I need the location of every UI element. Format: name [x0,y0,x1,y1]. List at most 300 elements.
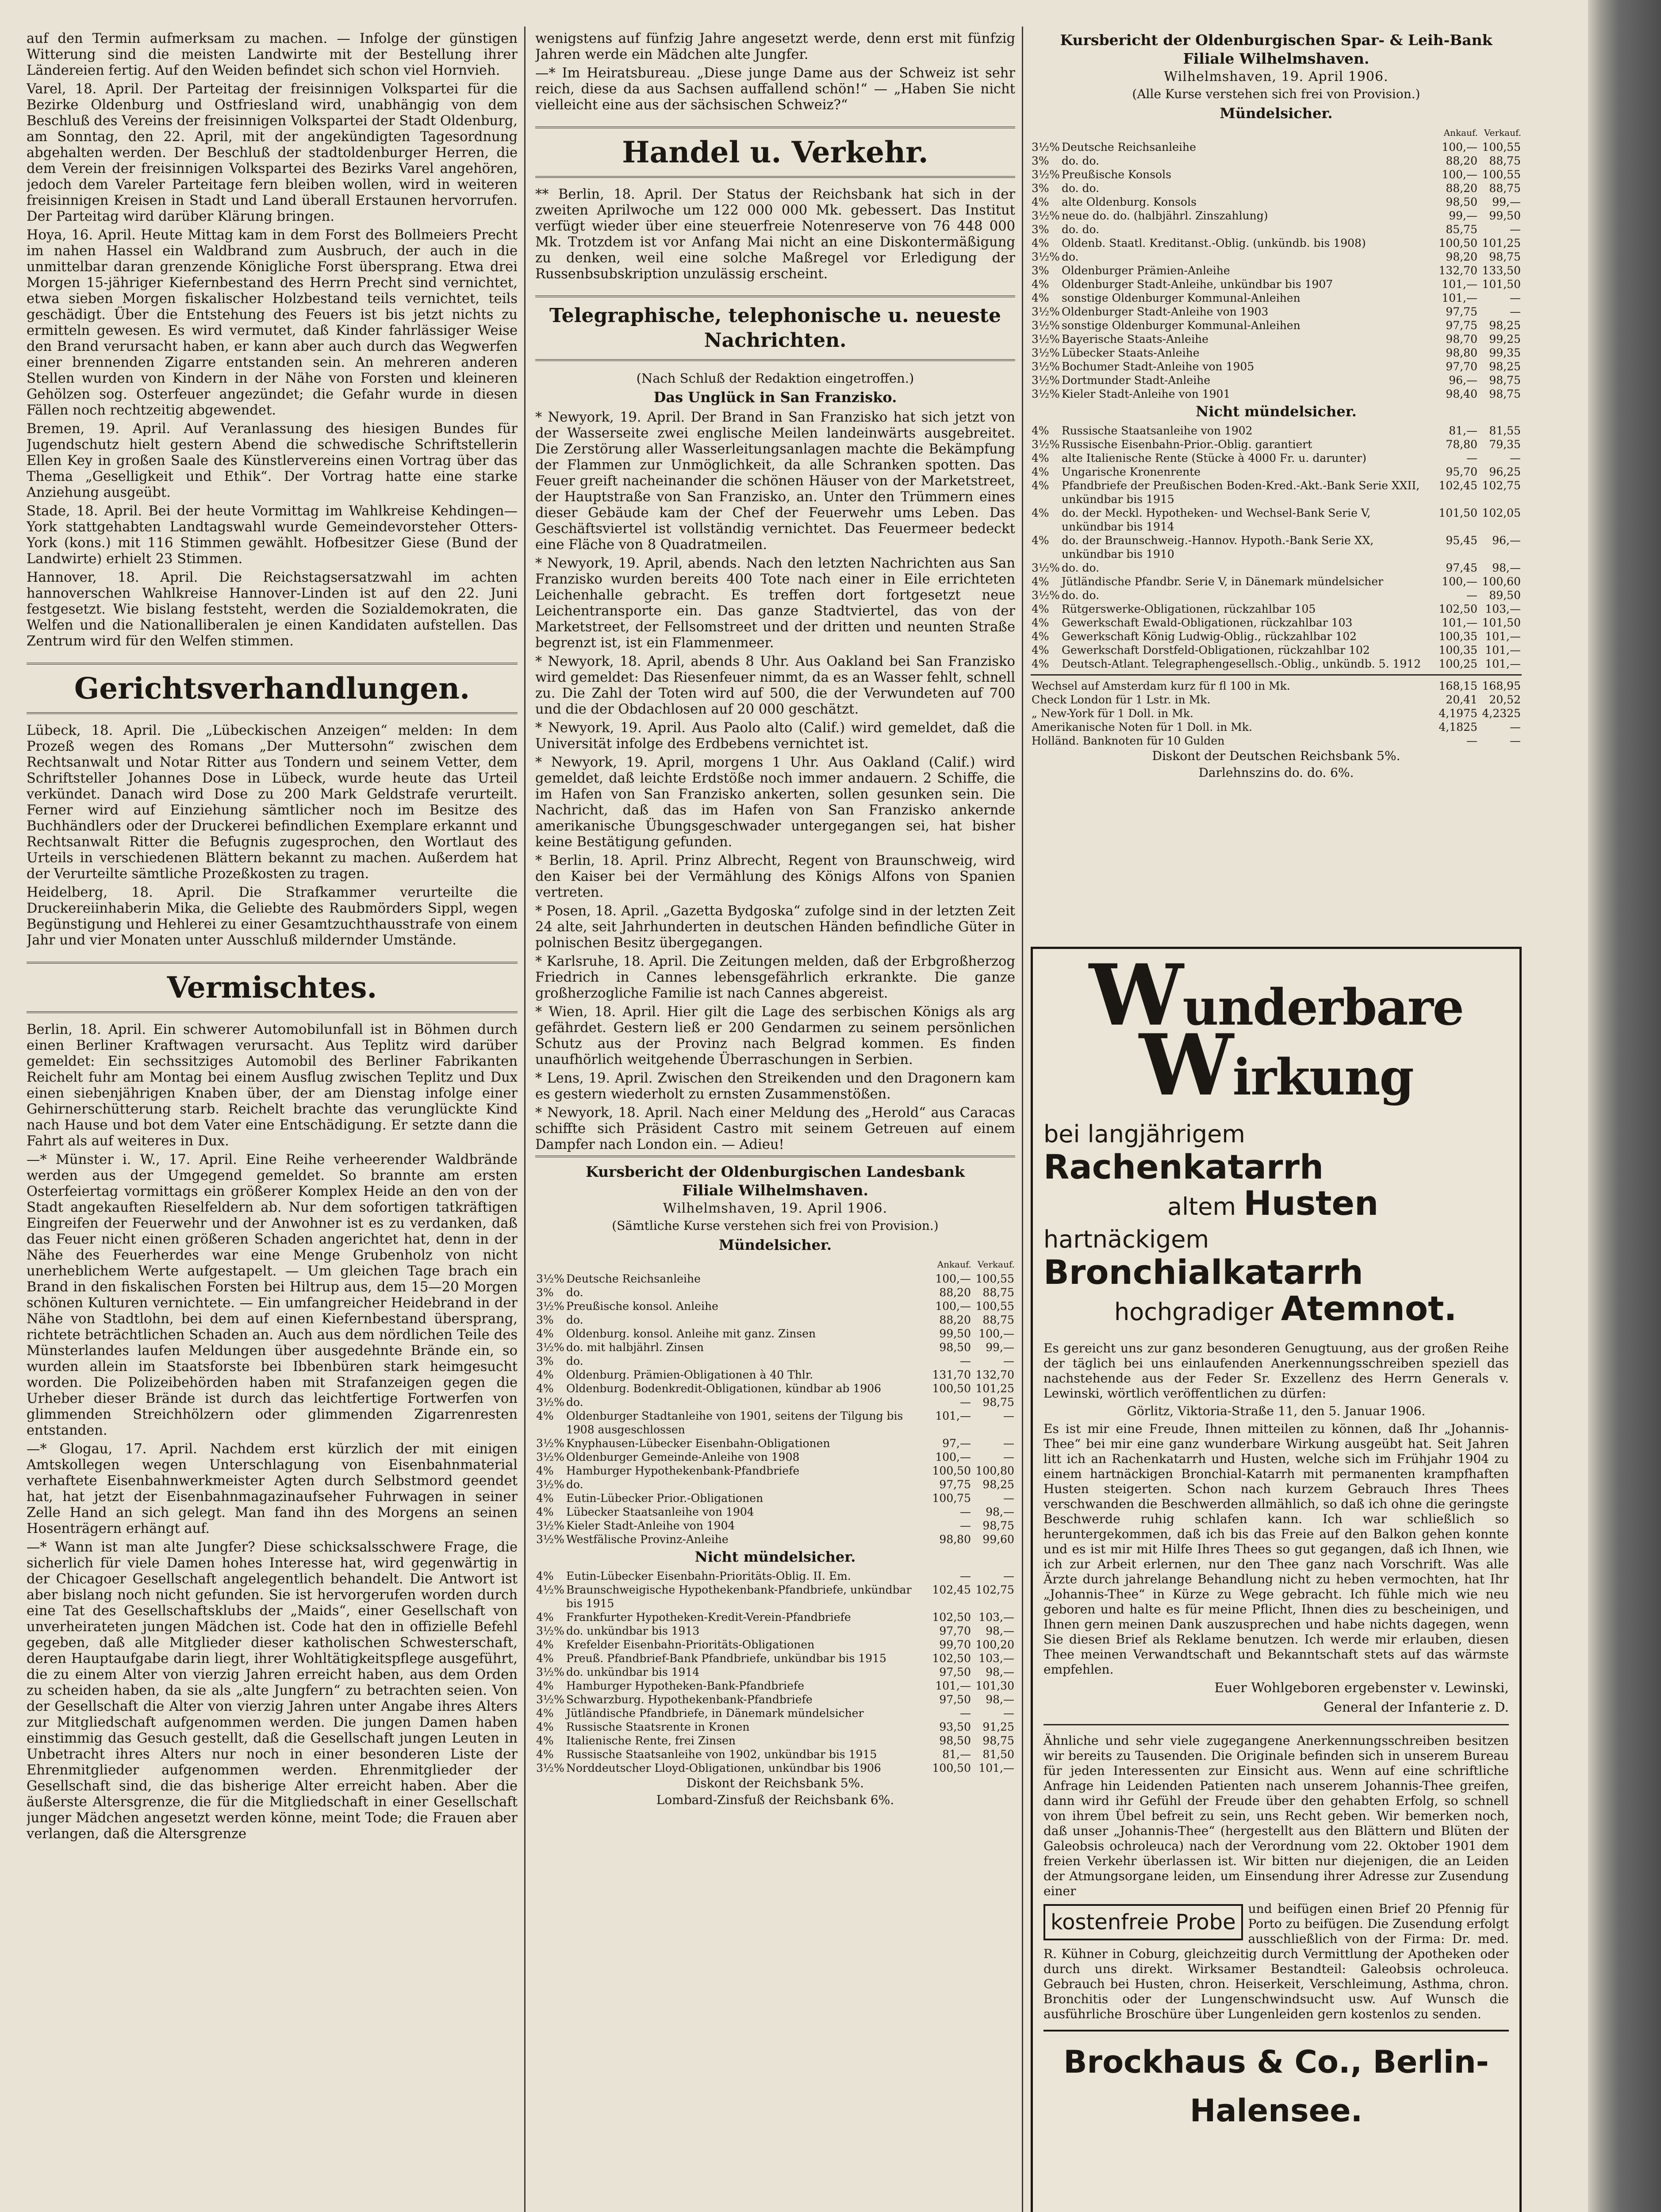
ad-symptom-prefix: bei langjährigem [1043,1120,1245,1148]
rate-sell: 98,25 [1489,360,1521,373]
rate-sell: 100,55 [975,1272,1014,1285]
rate-security: alte Oldenburg. Konsols [1062,196,1197,208]
rate-buy: 98,80 [1446,346,1477,359]
rate-security: Knyphausen-Lübecker Eisenbahn-Obligationen [566,1437,830,1450]
rate-row [1031,657,1522,671]
article-paragraph: * Karlsruhe, 18. April. Die Zeitungen melden, daß der Erbgroßherzog Friedrich in Cannes lebensgefährlich erkrankte. Die ganze großherzogliche Familie ist nach Cannes abgereist. [535,954,1015,1001]
rate-buy: 100,35 [1439,630,1477,643]
article-paragraph: * Newyork, 19. April. Aus Paolo alto (Calif.) wird gemeldet, daß die Universität infolge des Erdbebens vernichtet ist. [535,720,1015,752]
rate-percent: 4% [1032,452,1049,465]
rate-security: do. [1062,250,1079,263]
rate-percent: 4% [536,1707,554,1720]
rate-security: Krefelder Eisenbahn-Prioritäts-Obligationen [566,1638,815,1651]
rate-percent: 3½% [1032,360,1060,373]
rate-buy: 102,50 [1439,603,1477,615]
rate-buy: 97,45 [1446,561,1477,574]
rate-percent: 3½% [1032,333,1060,346]
article-paragraph: * Wien, 18. April. Hier gilt die Lage des serbischen Königs als arg gefährdet. Gestern ließ er 200 Gendarmen zu seinem persönlichen Schutz aus der Provinz nach Belgrad kommen. Es finden unaufhörlich weitgehende Überraschungen in Serbien. [535,1004,1015,1068]
fx-sell: — [1510,721,1521,733]
rate-security: do. [566,1313,583,1326]
rate-row [1031,693,1522,707]
rate-sell: 100,55 [975,1300,1014,1313]
rate-row [535,1491,1015,1505]
rate-security: do. do. [1062,154,1100,167]
rate-row [1031,373,1522,387]
ad-body [1043,1341,1509,2024]
rate-percent: 4% [1032,657,1049,670]
rate-buy: 100,50 [932,1382,971,1395]
rate-buy: — [960,1707,971,1720]
rate-sell: 101,30 [975,1679,1014,1692]
rate-percent: 4% [536,1382,554,1395]
rate-percent: 3% [1032,264,1049,277]
rate-sell: 99,50 [1489,209,1521,222]
rate-percent: 4% [536,1492,554,1505]
rate-buy: 81,— [1449,424,1477,437]
rate-sell: 98,75 [982,1734,1014,1747]
rate-sell: 101,— [1485,644,1521,657]
rate-row [535,1327,1015,1340]
ad-banner-initial: W [1089,947,1183,1045]
rate-buy: 88,20 [939,1313,971,1326]
rate-sell: 98,— [986,1505,1014,1518]
rate-buy: — [960,1396,971,1409]
rate-report-branch: Filiale Wilhelmshaven. [682,1182,869,1199]
rate-buy: 97,70 [939,1624,971,1637]
ad-paragraph: Es gereicht uns zur ganz besonderen Genugtuung, aus der großen Reihe der täglich bei uns einlaufenden Anerkennungsschreiben speziell das nachstehende aus der Feder Sr. Exzellenz des Herrn Generals v. Lewinski, wörtlich veröffentlichen zu dürfen: [1043,1341,1509,1401]
rate-security: do. unkündbar bis 1914 [566,1666,700,1678]
rate-sell: 103,— [1485,603,1521,615]
rate-row [1031,534,1522,561]
rate-sell: 101,25 [1482,237,1521,250]
rate-buy: 97,50 [939,1693,971,1706]
ad-letter-place: Görlitz, Viktoria-Straße 11, den 5. Januar 1906. [1127,1404,1426,1418]
rate-buy: 98,80 [939,1533,971,1546]
rate-buy: 88,20 [939,1286,971,1299]
rate-row [535,1734,1015,1747]
ad-symptom-line [1043,1118,1509,1187]
rate-percent: 3½% [536,1396,564,1409]
rate-percent: 3½% [1032,346,1060,359]
rate-sell: 88,75 [1489,154,1521,167]
article-paragraph: —* Glogau, 17. April. Nachdem erst kürzlich der mit einigen Amtskollegen wegen Unterschlagung von Eisenbahnmaterial verhaftete Eisenbahnwerkmeister Agten durch Selbstmord geendet hat, hat jetzt der Eisenbahnmagazinaufseher Fuhrwagen in seiner Zelle Hand an sich gelegt. Man fand ihn des Morgens an seinen Hosenträgern erhängt auf. [27,1441,518,1536]
rate-buy: 100,— [935,1300,971,1313]
ad-symptom: Bronchialkatarrh [1043,1252,1363,1292]
rate-security: Oldenb. Staatl. Kreditanst.-Oblig. (unkündb. bis 1908) [1062,237,1366,250]
rate-row [535,1583,1015,1610]
article-paragraph: Lübeck, 18. April. Die „Lübeckischen Anzeigen“ melden: In dem Prozeß wegen des Romans „Der Muttersohn“ zwischen dem Rechtsanwalt und Notar Ritter aus Tondern und seinem Vetter, dem Schriftsteller Johannes Dose in Lübeck, wurde heute das Urteil verkündet. Danach wird Dose zu 200 Mark Geldstrafe verurteilt. Ferner wird auf Einziehung sämtlicher noch im Besitze des Buchhändlers oder der Druckerei befindlichen Exemplare erkannt und Rechtsanwalt Ritter die Befugnis zugesprochen, den Wortlaut des Urteils in verschiedenen Blättern bekannt zu machen. Außerdem hat der Verurteilte sämtliche Prozeßkosten zu tragen. [27,723,518,882]
rate-percent: 4% [1032,479,1049,492]
rate-sell: — [1003,1437,1014,1450]
rate-buy: 101,— [935,1679,971,1692]
rate-buy: 99,50 [939,1327,971,1340]
rate-buy: 100,— [935,1272,971,1285]
rate-report-sparbank [1031,31,1522,781]
rate-sell: — [1003,1492,1014,1505]
article-paragraph: Hannover, 18. April. Die Reichstagsersatzwahl im achten hannoverschen Wahlkreise Hannover-Linden ist auf den 22. Juni festgesetzt. Wie bislang feststeht, werden die Sozialdemokraten, die Welfen und die Nationalliberalen je einen Kandidaten aufstellen. Das Zentrum wird für den Welfen stimmen. [27,570,518,649]
rate-security: Preußische konsol. Anleihe [566,1300,718,1313]
rate-sell: 98,25 [982,1478,1014,1491]
rate-row [535,1395,1015,1409]
article-paragraph: —* Im Heiratsbureau. „Diese junge Dame aus der Schweiz ist sehr reich, diese da aus Sachsen auffallend schön!“ — „Haben Sie nicht vielleicht eine aus der sächsischen Schweiz?“ [535,65,1015,113]
rate-percent: 3½% [536,1533,564,1546]
page-edge-shadow [1588,0,1661,2212]
article-paragraph: Heidelberg, 18. April. Die Strafkammer verurteilte die Druckereiinhaberin Mika, die Geliebte des Raubmörders Sippl, wegen Begünstigung und Hehlerei zu einer Gesamtzuchthausstrafe von einem Jahr und vier Monaten unter Ausschluß mildernder Umstände. [27,885,518,948]
column-rule [524,27,526,2212]
rate-row [535,1665,1015,1679]
article-paragraph: —* Wann ist man alte Jungfer? Diese schicksalsschwere Frage, die sicherlich für viele Damen hohes Interesse hat, wird gegenwärtig in der Chicagoer Gesellschaft angelegentlich behandelt. Die Antwort ist aber bislang noch nicht gefunden. Sie ist hervorgerufen worden durch eine Tat des Gesellschaftsklubs der „Maids“, einer Gesellschaft von unverheirateten jungen Mädchen ist. Code hat den in offizielle Befehl gegeben, daß alle Mitglieder dieser katholischen Schwesterschaft, deren Hauptaufgabe darin liegt, ihrer Wohltätigkeitspflege ausgeführt, die zu einem Alter von vierzig Jahren erreicht haben, aus dem Orden zu scheiden haben, da sie als „alte Jungfern“ zu betrachten seien. Von der Gesellschaft die Alter von vierzig Jahren unter Angabe ihres Alters zur Mitgliedschaft aufgenommen werden. Die jungen Damen haben einstimmig das Gesuch gestellt, daß die Gesellschaft jungen Leuten in Unbetracht ihres Alters nur noch in einer besonderen Liste der Ehrenmitglieder aufgenommen werden. Ehrenmitglieder der Gesellschaft sind, die das bisherige Alter erreicht haben. Aber die äußerste Altersgrenze, die für die Mitgliedschaft in einer Gesellschaft junger Mädchen angesetzt werden könne, meint Tode; die Frauen aber verlangen, daß die Altersgrenze [27,1540,518,1842]
rate-sell: 100,60 [1482,575,1521,588]
rate-row [535,1679,1015,1693]
rate-percent: 4% [1032,424,1049,437]
fx-buy: — [1466,734,1477,747]
ad-banner [1043,947,1509,1114]
rate-row [1031,720,1522,734]
rate-buy: — [1466,452,1477,465]
rate-percent: 4% [536,1679,554,1692]
rate-security: Ungarische Kronenrente [1062,465,1201,478]
rate-sell: — [1003,1451,1014,1463]
rate-buy: — [960,1519,971,1532]
rate-row [1031,479,1522,506]
fx-description: Amerikanische Noten für 1 Doll. in Mk. [1032,721,1252,733]
rate-percent: 4% [536,1638,554,1651]
rate-buy: 98,50 [939,1341,971,1354]
rate-percent: 3½% [536,1437,564,1450]
rate-row [1031,588,1522,602]
ad-paragraph: und beifügen einen Brief 20 Pfennig für Porto zu beifügen. Die Zusendung erfolgt ausschließlich von der Firma: Dr. med. R. Kühner in Coburg, gleichzeitig durch Vermittlung der Apotheken oder durch uns direkt. Wirksamer Bestandteil: Galeobsis ochroleuca. Gebrauch bei Husten, chron. Heiserkeit, Verschleimung, Asthma, chron. Bronchitis oder der Lungenschwindsucht usw. Auf Wunsch die ausführliche Broschüre über Lungenleiden gern kostenlos zu senden. [1043,1901,1509,2021]
ad-symptom: Atemnot. [1281,1289,1457,1328]
rate-row [1031,195,1522,209]
rate-buy: — [960,1570,971,1582]
rate-row [1031,707,1522,720]
rate-buy: 100,50 [1439,237,1477,250]
ad-symptom-prefix: altem [1167,1193,1236,1221]
rate-security: Westfälische Provinz-Anleihe [566,1533,729,1546]
ad-company-footer: Brockhaus & Co., Berlin-Halensee. [1043,2030,1509,2135]
rate-security: Hamburger Hypothekenbank-Pfandbriefe [566,1464,800,1477]
rate-security: alte Italienische Rente (Stücke à 4000 Fr. u. darunter) [1062,452,1366,465]
rate-buy: 88,20 [1446,154,1477,167]
editorial-note: (Nach Schluß der Redaktion eingetroffen.) [636,371,914,386]
rate-row [1031,679,1522,693]
rate-percent: 4% [536,1611,554,1624]
rate-security: do. mit halbjährl. Zinsen [566,1341,704,1354]
rate-category-safe: Mündelsicher. [1220,105,1333,122]
rate-percent: 3½% [536,1341,564,1354]
rate-buy: 98,70 [1446,333,1477,346]
article-paragraph: Varel, 18. April. Der Parteitag der freisinnigen Volkspartei für die Bezirke Oldenburg und Ostfriesland wird, unabhängig von dem Beschluß des Vereins der freisinnigen Volkspartei der Stadt Oldenburg, am Sonntag, den 22. April, mit der angekündigten Tagesordnung abgehalten werden. Der Beschluß der stadtoldenburger Herren, die dem Verein der freisinnigen Volkspartei des Bezirks Varel angehören, jedoch dem Vareler Parteitage fern bleiben wollen, wird in weiteren freisinnigen Kreisen in Stadt und Land überall Erstaunen hervorrufen. Der Parteitag wird darüber Klärung bringen. [27,81,518,224]
rate-percent: 3½% [1032,305,1060,318]
rate-sell: 102,05 [1482,507,1521,519]
article-paragraph: Bremen, 19. April. Auf Veranlassung des hiesigen Bundes für Jugendschutz hielt gestern Abend die schwedische Schriftstellerin Ellen Key in großen Saale des Künstlervereins einen Vortrag über das Thema „Geselligkeit und Ethik“. Der Vortrag hatte eine starke Anziehung ausgeübt. [27,421,518,500]
rate-row [1031,264,1522,277]
rate-security: Braunschweigische Hypothekenbank-Pfandbriefe, unkündbar bis 1915 [566,1583,912,1610]
rate-sell: 132,70 [975,1368,1014,1381]
rate-sell: 88,75 [1489,182,1521,195]
rate-buy: — [960,1355,971,1367]
rate-percent: 4% [536,1327,554,1340]
rate-security: Lübecker Staatsanleihe von 1904 [566,1505,754,1518]
rate-security: Eutin-Lübecker Eisenbahn-Prioritäts-Oblig. II. Em. [566,1570,851,1582]
rate-sell: — [1510,223,1521,236]
ad-symptom: Husten [1243,1183,1379,1223]
column-rule [1022,27,1023,2212]
rate-buy: 97,— [942,1437,971,1450]
rate-percent: 3½% [1032,319,1060,332]
rate-sell: 88,75 [982,1286,1014,1299]
article-paragraph: * Newyork, 19. April, morgens 1 Uhr. Aus Oakland (Calif.) wird gemeldet, daß leichte Erdstöße noch immer andauern. 2 Schiffe, die im Hafen von San Franzisko ankerten, sollen gesunken sein. Die Nachricht, daß das im Hafen von San Franzisko ankernde amerikanische Übungsgeschwader untergegangen sei, hat bisher keine Bestätigung gefunden. [535,755,1015,850]
rate-row [1031,506,1522,534]
rate-security: Italienische Rente, frei Zinsen [566,1734,736,1747]
rate-security: Schwarzburg. Hypothekenbank-Pfandbriefe [566,1693,813,1706]
rate-row [1031,734,1522,748]
rate-sell: 101,— [1485,630,1521,643]
rate-sell: 98,— [986,1666,1014,1678]
rate-security: Gewerkschaft Dorstfeld-Obligationen, rückzahlbar 102 [1062,644,1370,657]
rate-row [1031,319,1522,332]
rate-sell: 101,25 [975,1382,1014,1395]
rate-security: Kieler Stadt-Anleihe von 1901 [1062,388,1231,400]
rate-security: do. [566,1355,583,1367]
fx-description: Holländ. Banknoten für 10 Gulden [1032,734,1225,747]
fx-description: „ New-York für 1 Doll. in Mk. [1032,707,1193,720]
rate-sell: 96,25 [1489,465,1521,478]
rate-buy: 85,75 [1446,223,1477,236]
rate-sell: 98,— [1492,561,1521,574]
rate-percent: 4% [1032,292,1049,304]
rate-security: do. do. [1062,182,1100,195]
rate-category-nonsafe: Nicht mündelsicher. [1196,403,1357,420]
rate-buy: 99,70 [939,1638,971,1651]
article-paragraph: auf den Termin aufmerksam zu machen. — Infolge der günstigen Witterung sind die meisten Landwirte mit der Bestellung ihrer Ländereien fertig. Auf den Weiden befindet sich schon viel Hornvieh. [27,31,518,78]
article-paragraph: * Newyork, 18. April, abends 8 Uhr. Aus Oakland bei San Franzisko wird gemeldet: Das Riesenfeuer nimmt, da es an Wasser fehlt, schnell zu. Die Zahl der Toten wird auf 500, die der Verwundeten auf 700 und die der Obdachlosen auf 20 000 geschätzt. [535,654,1015,717]
rate-security: Russische Staatsanleihe von 1902 [1062,424,1253,437]
rate-sell: 98,75 [982,1396,1014,1409]
rate-security: Preußische Konsols [1062,168,1171,181]
rate-row [535,1464,1015,1478]
rate-row [1031,277,1522,291]
rate-row [1031,465,1522,479]
fx-sell: 20,52 [1489,693,1521,706]
rate-table [535,1569,1015,1775]
rate-row [1031,602,1522,616]
rate-row [1031,140,1522,154]
rate-sell: 99,— [986,1341,1014,1354]
rate-buy: 101,— [1442,616,1477,629]
rate-sell: 100,55 [1482,168,1521,181]
rate-row [1031,332,1522,346]
rate-lombard: Lombard-Zinsfuß der Reichsbank 6%. [656,1793,894,1807]
rate-row [535,1354,1015,1368]
article-paragraph: —* Münster i. W., 17. April. Eine Reihe verheerender Waldbrände werden aus der Umgegend gemeldet. So brannte am ersten Osterfeiertag vormittags ein größerer Komplex Heide an den von der Stadt angekauften Rieselfeldern ab. Nur dem sofortigen tatkräftigen Eingreifen der Feuerwehr und der Anwohner ist es zu verdanken, daß das Feuer nicht einen größeren Schaden angerichtet hat, denn in der Nähe des Feuerherdes war eine Menge Grubenholz von nicht unerheblichem Werte aufgestapelt. — Um gleichen Tage brach ein Brand in den fiskalischen Forsten bei Hiltrup aus, dem 15—20 Morgen schönen Kulturen vernichtete. — Ein umfangreicher Heidebrand in der Nähe von Stadtlohn, bei dem auf einen Kiefernbestand übersprang, richtete beträchtlichen Schaden an. Auch aus dem nördlichen Teile des Münsterlandes laufen Meldungen über ausgedehnte Brände ein, so wurden allein im Staatsforste bei Ibbenbüren stark heimgesucht worden. Die Polizeibehörden haben mit Strafanzeigen gegen die Urheber dieser Brände ist durch das leichtfertige Fortwerfen von glimmenden Streichhölzern oder glimmenden Zigarrenresten entstanden. [27,1152,518,1438]
rate-table [535,1257,1015,1546]
ad-symptom-line [1043,1223,1509,1292]
rate-percent: 4% [536,1652,554,1665]
rate-security: Bayerische Staats-Anleihe [1062,333,1208,346]
article-paragraph: Hoya, 16. April. Heute Mittag kam in dem Forst des Bollmeiers Precht im nahen Hassel ein Waldbrand zum Ausbruch, der auch in die unmittelbar daran grenzende Königliche Forst übersprang. Etwa drei Morgen 15-jähriger Kiefernbestand des Herrn Precht sind vernichtet, etwa sieben Morgen fiskalischer Holzbestand teils vernichtet, teils geschädigt. Über die Entstehung des Feuers ist bis jetzt nichts zu ermitteln gewesen. Es wird vermutet, daß Kinder fahrlässiger Weise den Brand verursacht haben, er kann aber auch durch das Wegwerfen einer brennenden Zigarre entstanden sein. An mehreren anderen Stellen wurden von Kindern in der Nähe von Forsten und kleineren Gehölzen sog. Osterfeuer angezündet; die Gefahr wurde in diesen Fällen noch rechtzeitig abgewendet. [27,227,518,418]
rate-sell: 98,75 [1489,374,1521,387]
rate-buy: — [1466,589,1477,602]
rate-buy: 99,— [1449,209,1477,222]
fx-buy: 4,1825 [1439,721,1477,733]
rate-sell: 99,— [1492,196,1521,208]
rate-row [535,1409,1015,1436]
rate-row [535,1382,1015,1395]
ad-signature: Euer Wohlgeboren ergebenster v. Lewinski, [1214,1680,1509,1696]
rate-security: Bochumer Stadt-Anleihe von 1905 [1062,360,1254,373]
column-2 [535,31,1015,2212]
rate-sell: 98,— [986,1693,1014,1706]
rate-row [535,1610,1015,1624]
rate-security: do. [566,1396,583,1409]
rate-discount: Diskont der Reichsbank 5%. [686,1776,864,1790]
rate-sell: 98,75 [982,1519,1014,1532]
rate-percent: 4% [1032,237,1049,250]
rate-category-nonsafe: Nicht mündelsicher. [694,1548,856,1565]
rate-percent: 3½% [536,1272,564,1285]
rate-buy: 100,35 [1439,644,1477,657]
fx-description: Wechsel auf Amsterdam kurz für fl 100 in Mk. [1032,680,1290,692]
rate-row [535,1747,1015,1761]
rate-buy: 101,— [935,1409,971,1422]
rate-sell: 102,75 [975,1583,1014,1596]
rate-row [535,1505,1015,1519]
rate-buy: 98,20 [1446,250,1477,263]
rate-percent: 3% [536,1355,554,1367]
article-paragraph: wenigstens auf fünfzig Jahre angesetzt werde, denn erst mit fünfzig Jahren werde ein Mädchen alte Jungfer. [535,31,1015,62]
rate-security: do. [566,1286,583,1299]
rate-percent: 4% [536,1734,554,1747]
rate-col-sell: Verkauf. [978,1259,1015,1270]
rate-sell: 98,25 [1489,319,1521,332]
rate-buy: 100,50 [932,1464,971,1477]
rate-sell: 91,25 [982,1720,1014,1733]
rate-percent: 3½% [1032,250,1060,263]
rate-percent: 3½% [536,1762,564,1774]
rate-percent: 3½% [536,1624,564,1637]
rate-sell: 81,55 [1489,424,1521,437]
rate-security: Preuß. Pfandbrief-Bank Pfandbriefe, unkündbar bis 1915 [566,1652,886,1665]
rate-security: Oldenburger Gemeinde-Anleihe von 1908 [566,1451,800,1463]
rate-row [535,1532,1015,1546]
rate-security: Oldenburger Prämien-Anleihe [1062,264,1230,277]
rate-buy: 95,45 [1446,534,1477,547]
rate-table [1031,424,1522,671]
rate-row [535,1450,1015,1464]
rate-col-sell: Verkauf. [1484,127,1521,138]
rate-report-title: Kursbericht der Oldenburgischen Landesbank [586,1163,965,1180]
rate-buy: 78,80 [1446,438,1477,451]
rate-buy: 102,45 [1439,479,1477,492]
rate-percent: 3½% [536,1666,564,1678]
rate-security: Lübecker Staats-Anleihe [1062,346,1200,359]
rate-percent: 3% [1032,182,1049,195]
rate-security: Russische Staatsanleihe von 1902, unkündbar bis 1915 [566,1748,877,1761]
rate-percent: 4% [1032,196,1049,208]
rate-percent: 3½% [1032,388,1060,400]
rate-row [1031,438,1522,451]
rate-percent: 3½% [1032,589,1060,602]
rate-buy: 97,70 [1446,360,1477,373]
article-paragraph: Stade, 18. April. Bei der heute Vormittag im Wahlkreise Kehdingen—York stattgehabten Landtagswahl wurde Gemeindevorsteher Otters-York (kons.) mit 116 Stimmen gewählt. Hofbesitzer Giese (Bund der Landwirte) erhielt 23 Stimmen. [27,503,518,567]
rate-row [1031,181,1522,195]
rate-row [535,1569,1015,1583]
rate-percent: 4% [1032,630,1049,643]
rate-sell: 98,75 [1489,250,1521,263]
rate-row [1031,250,1522,264]
rate-percent: 3½% [1032,374,1060,387]
rate-percent: 3% [536,1286,554,1299]
rate-sell: 81,50 [982,1748,1014,1761]
rate-percent: 4% [536,1368,554,1381]
article-paragraph: * Lens, 19. April. Zwischen den Streikenden und den Dragonern kam es gestern wiederholt zu ernsten Zusammenstößen. [535,1071,1015,1102]
rate-sell: 100,55 [1482,141,1521,154]
rate-sell: 100,— [978,1327,1014,1340]
rate-percent: 3½% [1032,561,1060,574]
rate-sell: — [1510,305,1521,318]
rate-row [535,1761,1015,1775]
rate-percent: 3% [536,1313,554,1326]
rate-buy: 97,75 [1446,305,1477,318]
ad-symptom-line [1043,1289,1509,1329]
rate-buy: 100,25 [1439,657,1477,670]
rate-security: do. der Meckl. Hypotheken- und Wechsel-Bank Serie V, unkündbar bis 1914 [1062,507,1371,533]
rate-row [535,1272,1015,1286]
rate-sell: — [1003,1355,1014,1367]
rate-report-title: Kursbericht der Oldenburgischen Spar- & Leih-Bank [1060,31,1492,49]
rate-sell: 103,— [978,1652,1014,1665]
rate-security: Deutsche Reichsanleihe [1062,141,1196,154]
rate-buy: — [960,1505,971,1518]
rate-buy: 132,70 [1439,264,1477,277]
rate-sell: 89,50 [1489,589,1521,602]
rate-security: do. der Braunschweig.-Hannov. Hypoth.-Bank Serie XX, unkündbar bis 1910 [1062,534,1374,561]
rate-buy: 96,— [1449,374,1477,387]
rate-percent: 3½% [536,1693,564,1706]
rate-sell: 101,— [978,1762,1014,1774]
rate-security: Jütländische Pfandbr. Serie V, in Dänemark mündelsicher [1062,575,1384,588]
rate-row [535,1368,1015,1382]
rate-security: Hamburger Hypotheken-Bank-Pfandbriefe [566,1679,804,1692]
rate-percent: 3½% [1032,209,1060,222]
rate-row [1031,236,1522,250]
rate-security: do. do. [1062,589,1100,602]
article-paragraph: ** Berlin, 18. April. Der Status der Reichsbank hat sich in der zweiten Aprilwoche um 122 000 000 Mk. gebessert. Das Institut verfügt wieder über eine steuerfreie Notenreserve von 76 448 000 Mk. Trotzdem ist vor Anfang Mai nicht an eine Diskontermäßigung zu denken, weil eine solche Maßregel vor Erledigung der Russenbsubskription unzulässig erscheint. [535,187,1015,282]
rate-security: sonstige Oldenburger Kommunal-Anleihen [1062,292,1300,304]
rate-row [535,1478,1015,1491]
rate-percent: 4% [536,1409,554,1422]
rate-security: Oldenburg. Bodenkredit-Obligationen, kündbar ab 1906 [566,1382,882,1395]
rate-percent: 3½% [536,1451,564,1463]
rate-row [535,1286,1015,1299]
advertisement-johannis-thee [1031,947,1522,2212]
rate-buy: 100,— [935,1451,971,1463]
rate-row [535,1651,1015,1665]
rate-security: Oldenburger Stadt-Anleihe von 1903 [1062,305,1269,318]
rate-percent: 3% [1032,223,1049,236]
rate-buy: 97,75 [1446,319,1477,332]
rate-percent: 4% [1032,534,1049,547]
rate-security: Russische Staatsrente in Kronen [566,1720,750,1733]
rate-row [535,1693,1015,1706]
rate-percent: 4% [536,1505,554,1518]
rate-buy: 98,40 [1446,388,1477,400]
rate-security: Oldenburger Stadtanleihe von 1901, seitens der Tilgung bis 1908 ausgeschlossen [566,1409,903,1436]
rate-row [1031,424,1522,438]
rate-buy: 101,50 [1439,507,1477,519]
ad-banner-word: irkung [1232,1048,1413,1106]
